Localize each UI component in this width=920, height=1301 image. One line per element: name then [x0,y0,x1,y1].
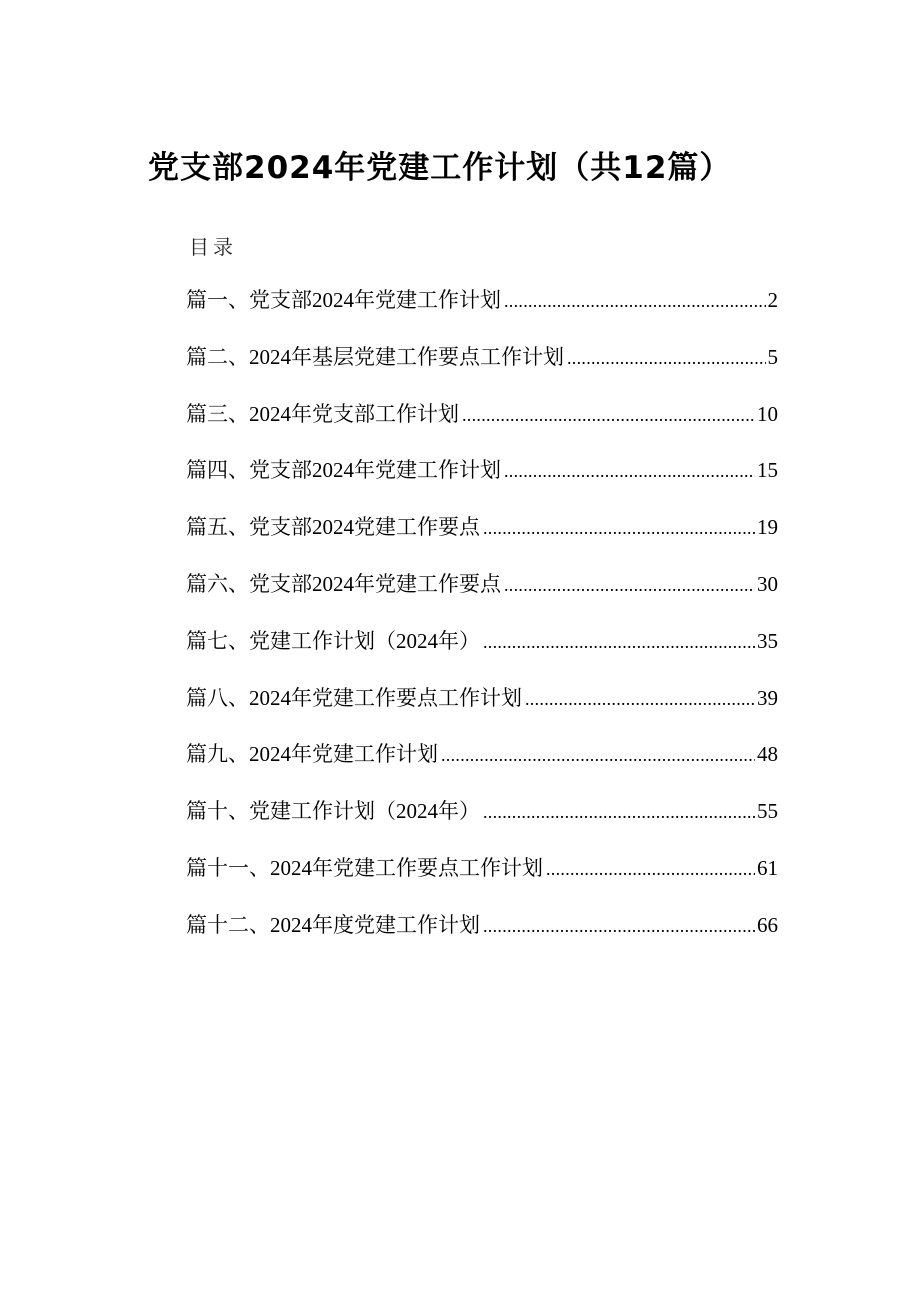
toc-dot-leader [483,511,755,545]
toc-entry-label: 篇十二、2024年度党建工作计划 [186,912,480,937]
toc-entry[interactable] [186,908,778,965]
toc-entry[interactable] [186,624,778,681]
table-of-contents [186,283,778,965]
toc-dot-leader [504,568,755,602]
toc-entry[interactable] [186,851,778,908]
toc-entry-label: 篇一、党支部2024年党建工作计划 [186,288,501,312]
toc-entry-label: 篇七、党建工作计划（2024年） [186,628,480,653]
toc-entry-label: 篇五、党支部2024党建工作要点 [186,515,480,540]
toc-entry-label: 篇四、党支部2024年党建工作计划 [186,458,501,483]
toc-page-number: 15 [757,458,778,483]
toc-entry[interactable] [186,340,778,397]
toc-entry-label: 篇十一、2024年党建工作要点工作计划 [186,855,543,880]
toc-dot-leader [504,284,766,318]
toc-page-number: 48 [757,742,778,767]
toc-page-number: 35 [757,628,778,653]
toc-entry[interactable] [186,737,778,794]
toc-dot-leader [504,454,755,488]
toc-entry-label: 篇十、党建工作计划（2024年） [186,799,480,824]
toc-entry-label: 篇九、2024年党建工作计划 [186,742,438,767]
toc-entry[interactable] [186,794,778,851]
toc-dot-leader [483,625,755,659]
toc-dot-leader [462,398,755,432]
toc-entry[interactable] [186,567,778,624]
toc-heading: 目录 [189,235,237,259]
document-title: 党支部2024年党建工作计划（共12篇） [148,150,732,186]
toc-entry[interactable] [186,453,778,510]
toc-page-number: 10 [757,401,778,426]
toc-entry-label: 篇三、2024年党支部工作计划 [186,401,459,426]
toc-dot-leader [567,341,766,375]
toc-dot-leader [441,738,755,772]
toc-dot-leader [483,909,755,943]
toc-entry[interactable] [186,283,778,340]
toc-entry-label: 篇八、2024年党建工作要点工作计划 [186,685,522,710]
toc-page-number: 30 [757,571,778,596]
toc-dot-leader [483,795,755,829]
toc-entry-label: 篇二、2024年基层党建工作要点工作计划 [186,344,564,369]
toc-page-number: 19 [757,515,778,540]
toc-page-number: 2 [767,288,778,312]
toc-page-number: 66 [757,912,778,937]
toc-entry-label: 篇六、党支部2024年党建工作要点 [186,571,501,596]
toc-page-number: 55 [757,799,778,824]
toc-entry[interactable] [186,681,778,738]
toc-entry[interactable] [186,510,778,567]
toc-page-number: 39 [757,685,778,710]
toc-entry[interactable] [186,397,778,454]
toc-dot-leader [525,682,755,716]
toc-page-number: 61 [757,855,778,880]
toc-page-number: 5 [767,344,778,369]
toc-dot-leader [546,852,755,886]
